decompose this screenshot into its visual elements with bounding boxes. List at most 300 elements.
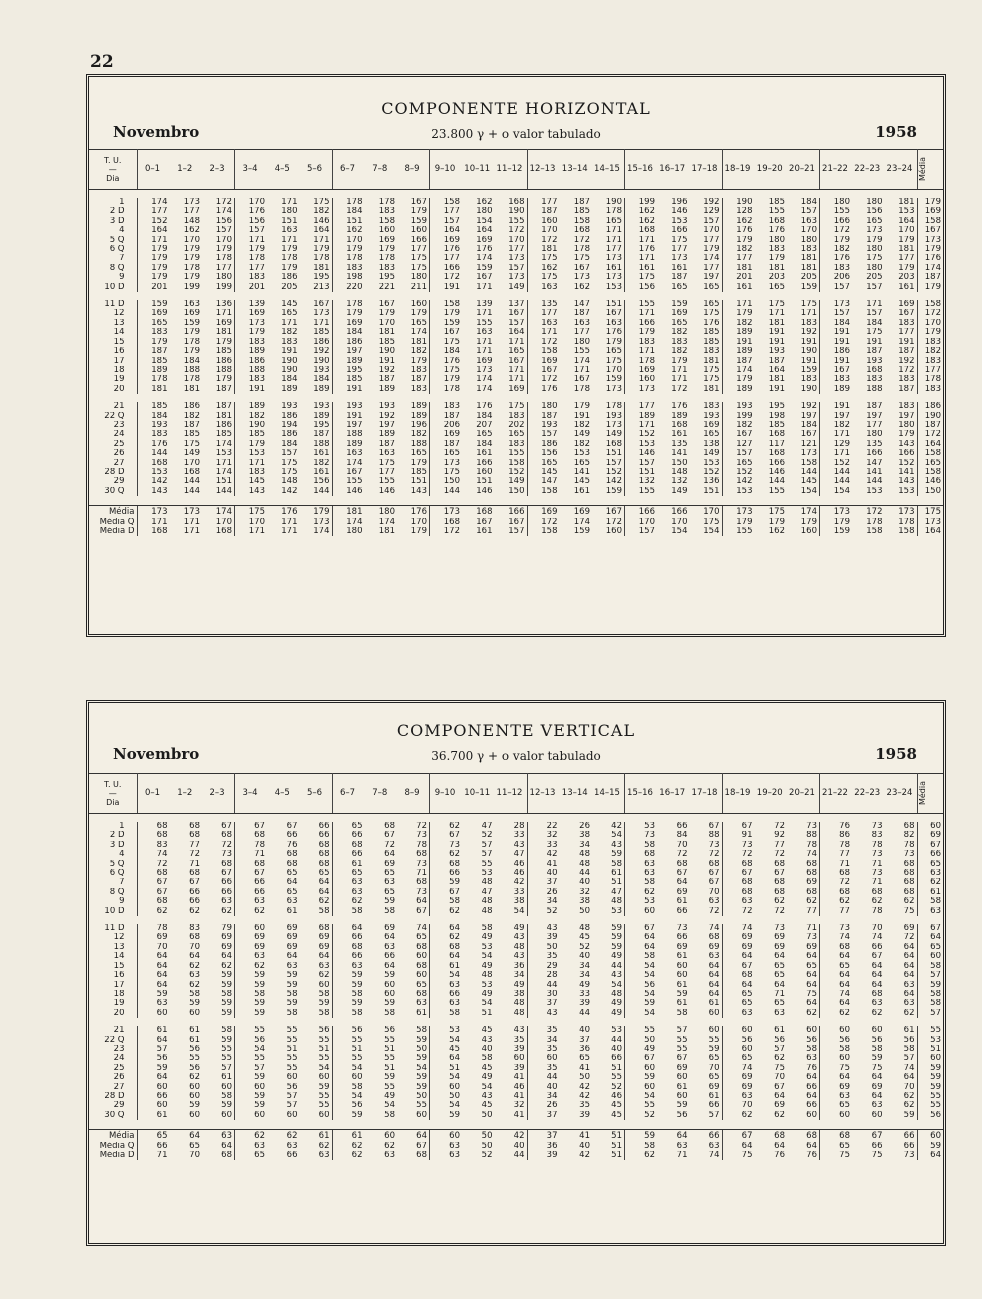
daily-mean-cell: 67 <box>917 924 943 933</box>
hourly-value-cell: 198 <box>346 273 363 283</box>
hourly-value-cell: 51 <box>592 878 625 887</box>
summary-value-cell: 76 <box>774 1151 785 1160</box>
summary-value-cell: 179 <box>768 517 785 527</box>
hourly-value-cell: 127 <box>736 439 753 449</box>
hourly-value-cell: 165 <box>592 347 625 356</box>
hourly-value-cell: 57 <box>690 1111 723 1120</box>
hourly-value-cell: 192 <box>787 402 820 411</box>
hourly-value-cell: 168 <box>573 226 590 236</box>
day-label: 6 Q <box>89 245 137 254</box>
hourly-value-cell: 77 <box>774 840 785 850</box>
day-label: 27 <box>89 459 137 468</box>
hourly-value-cell: 67 <box>202 869 235 878</box>
hourly-value-cell: 51 <box>384 1063 395 1073</box>
hourly-value-cell: 171 <box>671 375 688 385</box>
hourly-value-cell: 185 <box>151 356 168 366</box>
hourly-value-cell: 157 <box>248 226 265 236</box>
hourly-value-cell: 55 <box>286 1054 298 1064</box>
hourly-value-cell: 34 <box>546 1091 558 1101</box>
hourly-value-cell: 64 <box>774 1091 785 1101</box>
hourly-value-cell: 56 <box>839 1035 850 1045</box>
hourly-value-cell: 64 <box>885 1073 918 1082</box>
hourly-value-cell: 62 <box>839 1008 850 1018</box>
hourly-value-cell: 170 <box>885 226 918 235</box>
hourly-value-cell: 59 <box>644 1073 655 1083</box>
hourly-value-cell: 68 <box>397 878 430 887</box>
hourly-value-cell: 48 <box>481 897 493 907</box>
hourly-value-cell: 160 <box>476 467 493 477</box>
hourly-value-cell: 64 <box>885 962 918 971</box>
hourly-value-cell: 163 <box>787 217 820 226</box>
hourly-value-cell: 78 <box>787 841 820 850</box>
hourly-value-cell: 179 <box>885 236 918 245</box>
hourly-value-cell: 60 <box>254 1082 265 1092</box>
hourly-value-cell: 72 <box>774 850 785 860</box>
summary-value-cell: 66 <box>690 1130 723 1142</box>
hourly-value-cell: 54 <box>644 971 655 981</box>
hourly-value-cell: 183 <box>638 337 655 347</box>
hourly-value-cell: 68 <box>839 869 850 879</box>
hourly-value-cell: 191 <box>833 402 850 412</box>
hourly-value-cell: 59 <box>449 1110 460 1120</box>
hourly-value-cell: 175 <box>768 300 785 310</box>
hourly-value-cell: 58 <box>351 1082 363 1092</box>
hour-column-header: 17–18 <box>690 774 723 814</box>
hourly-value-cell: 62 <box>449 822 460 831</box>
hourly-value-cell: 69 <box>286 942 298 952</box>
hourly-value-cell: 68 <box>300 924 333 933</box>
hourly-value-cell: 158 <box>378 216 395 226</box>
hourly-value-cell: 73 <box>741 840 753 850</box>
hourly-value-cell: 160 <box>541 216 558 226</box>
hourly-value-cell: 179 <box>638 328 655 338</box>
hourly-value-cell: 159 <box>476 263 493 273</box>
hourly-value-cell: 48 <box>592 990 625 999</box>
hourly-value-cell: 65 <box>690 1073 723 1082</box>
hourly-value-cell: 193 <box>300 402 333 411</box>
hourly-value-cell: 206 <box>833 273 850 283</box>
hourly-value-cell: 180 <box>866 263 883 273</box>
hourly-value-cell: 64 <box>156 1035 168 1045</box>
summary-value-cell: 180 <box>346 527 363 536</box>
hourly-value-cell: 64 <box>741 980 753 990</box>
hourly-value-cell: 65 <box>286 887 298 897</box>
summary-value-cell: 64 <box>676 1131 688 1142</box>
hourly-value-cell: 65 <box>741 1054 753 1064</box>
hourly-value-cell: 195 <box>300 273 333 282</box>
hourly-value-cell: 189 <box>397 412 430 421</box>
table-row <box>89 850 943 859</box>
summary-value-cell: 170 <box>248 517 265 527</box>
summary-value-cell: 66 <box>871 1141 883 1151</box>
hourly-value-cell: 174 <box>202 207 235 216</box>
hourly-value-cell: 64 <box>871 971 883 981</box>
day-header-line: — <box>108 789 117 798</box>
hourly-value-cell: 67 <box>741 822 753 831</box>
hourly-value-cell: 169 <box>690 421 723 430</box>
summary-value-cell: 173 <box>151 507 168 518</box>
hourly-value-cell: 191 <box>833 356 850 366</box>
hourly-value-cell: 69 <box>741 1073 753 1083</box>
hourly-value-cell: 68 <box>202 860 235 869</box>
hourly-value-cell: 180 <box>866 430 883 440</box>
media-column-header: Média <box>917 781 927 806</box>
hourly-value-cell: 63 <box>690 952 723 961</box>
hourly-value-cell: 146 <box>346 486 363 496</box>
hourly-value-cell: 54 <box>592 981 625 990</box>
hourly-value-cell: 58 <box>189 989 200 999</box>
table-row <box>89 198 943 207</box>
summary-value-cell: 173 <box>885 506 918 518</box>
hourly-value-cell: 165 <box>476 430 493 440</box>
hourly-value-cell: 57 <box>202 1064 235 1073</box>
hourly-value-cell: 157 <box>833 282 850 292</box>
hourly-value-cell: 83 <box>871 831 883 841</box>
hourly-value-cell: 166 <box>866 449 883 459</box>
hourly-value-cell: 49 <box>592 999 625 1008</box>
hourly-value-cell: 196 <box>397 421 430 430</box>
hourly-value-cell: 66 <box>449 989 460 999</box>
hourly-value-cell: 67 <box>676 1054 688 1064</box>
hourly-value-cell: 220 <box>346 282 363 292</box>
hourly-value-cell: 68 <box>741 887 753 897</box>
hourly-value-cell: 141 <box>573 467 590 477</box>
hourly-value-cell: 43 <box>546 924 558 934</box>
hourly-value-cell: 64 <box>644 933 655 943</box>
hourly-value-cell: 199 <box>638 198 655 207</box>
hourly-value-cell: 165 <box>495 430 528 439</box>
summary-value-cell: 63 <box>690 1142 723 1151</box>
summary-value-cell: 63 <box>384 1151 395 1160</box>
horizontal-year: 1958 <box>875 123 917 141</box>
hourly-value-cell: 182 <box>300 459 333 468</box>
hourly-value-cell: 187 <box>885 347 918 356</box>
hourly-value-cell: 55 <box>351 1035 363 1045</box>
hourly-value-cell: 183 <box>151 328 168 338</box>
hourly-value-cell: 61 <box>690 999 723 1008</box>
hourly-value-cell: 66 <box>690 1101 723 1110</box>
day-header-line: T. U. <box>104 780 122 789</box>
hourly-value-cell: 60 <box>676 1073 688 1083</box>
table-row <box>89 1064 943 1073</box>
hourly-value-cell: 198 <box>768 411 785 421</box>
hourly-value-cell: 169 <box>202 319 235 328</box>
hourly-value-cell: 57 <box>286 1091 298 1101</box>
hourly-value-cell: 175 <box>638 273 655 283</box>
hourly-value-cell: 169 <box>476 356 493 366</box>
hourly-value-cell: 66 <box>676 933 688 943</box>
daily-mean-cell: 179 <box>917 245 943 254</box>
hourly-value-cell: 197 <box>346 347 363 357</box>
hourly-value-cell: 173 <box>592 273 625 282</box>
hourly-value-cell: 161 <box>671 263 688 273</box>
hourly-value-cell: 73 <box>774 924 785 934</box>
hourly-value-cell: 171 <box>151 235 168 245</box>
daily-mean-cell: 170 <box>917 319 943 328</box>
hourly-value-cell: 56 <box>189 1063 200 1073</box>
hourly-value-cell: 42 <box>579 1091 590 1101</box>
hourly-value-cell: 163 <box>476 328 493 338</box>
hourly-value-cell: 65 <box>741 989 753 999</box>
hourly-value-cell: 149 <box>183 449 200 459</box>
day-label: 1 <box>89 198 137 207</box>
hourly-value-cell: 171 <box>638 347 655 357</box>
hourly-value-cell: 169 <box>885 300 918 309</box>
hourly-value-cell: 177 <box>378 467 395 477</box>
summary-value-cell: 166 <box>671 507 688 518</box>
hourly-value-cell: 179 <box>378 309 395 319</box>
hourly-value-cell: 51 <box>286 1044 298 1054</box>
hourly-value-cell: 178 <box>346 198 363 207</box>
hourly-value-cell: 177 <box>541 309 558 319</box>
hourly-value-cell: 49 <box>481 1073 493 1083</box>
hourly-value-cell: 171 <box>541 328 558 338</box>
hourly-value-cell: 155 <box>573 347 590 357</box>
hourly-value-cell: 178 <box>183 375 200 385</box>
hourly-value-cell: 181 <box>690 385 723 394</box>
hourly-value-cell: 179 <box>202 245 235 254</box>
hourly-value-cell: 60 <box>871 1110 883 1120</box>
hour-column-header: 15–16 <box>625 150 658 190</box>
hourly-value-cell: 75 <box>885 907 918 916</box>
hourly-value-cell: 54 <box>300 1064 333 1073</box>
hourly-value-cell: 58 <box>384 1110 395 1120</box>
hourly-value-cell: 53 <box>644 897 655 907</box>
hourly-value-cell: 60 <box>189 1082 200 1092</box>
hourly-value-cell: 60 <box>449 1082 460 1092</box>
day-label: 27 <box>89 1083 137 1092</box>
hourly-value-cell: 62 <box>189 961 200 971</box>
hourly-value-cell: 59 <box>254 999 265 1009</box>
hourly-value-cell: 65 <box>741 999 753 1009</box>
hourly-value-cell: 158 <box>573 216 590 226</box>
day-label: 8 Q <box>89 888 137 897</box>
hourly-value-cell: 58 <box>351 906 363 916</box>
hourly-value-cell: 154 <box>476 216 493 226</box>
hourly-value-cell: 174 <box>690 254 723 263</box>
day-label: 8 Q <box>89 264 137 273</box>
hourly-value-cell: 178 <box>638 356 655 366</box>
summary-mean-cell: 164 <box>917 527 943 536</box>
hourly-value-cell: 191 <box>281 347 298 357</box>
hourly-value-cell: 68 <box>254 859 265 869</box>
hourly-value-cell: 186 <box>281 430 298 440</box>
hourly-value-cell: 158 <box>541 486 558 496</box>
hourly-value-cell: 53 <box>644 822 655 831</box>
summary-value-cell: 65 <box>254 1151 265 1160</box>
hourly-value-cell: 146 <box>671 207 688 217</box>
hourly-value-cell: 167 <box>573 263 590 273</box>
hourly-value-cell: 181 <box>202 328 235 337</box>
hourly-value-cell: 203 <box>768 273 785 283</box>
day-label: 11 D <box>89 924 137 933</box>
hourly-value-cell: 188 <box>202 366 235 375</box>
hourly-value-cell: 74 <box>690 924 723 933</box>
hourly-value-cell: 171 <box>833 430 850 440</box>
hourly-value-cell: 187 <box>768 356 785 366</box>
hourly-value-cell: 183 <box>443 402 460 412</box>
hourly-value-cell: 170 <box>183 235 200 245</box>
hourly-value-cell: 43 <box>495 952 528 961</box>
hourly-value-cell: 183 <box>378 263 395 273</box>
hourly-value-cell: 62 <box>885 1092 918 1101</box>
hourly-value-cell: 61 <box>676 980 688 990</box>
hourly-value-cell: 67 <box>690 822 723 831</box>
hourly-value-cell: 78 <box>871 840 883 850</box>
hourly-value-cell: 44 <box>579 869 590 879</box>
hourly-value-cell: 183 <box>397 385 430 394</box>
hourly-value-cell: 68 <box>787 869 820 878</box>
hourly-value-cell: 178 <box>346 254 363 264</box>
summary-value-cell: 171 <box>151 517 168 527</box>
hourly-value-cell: 179 <box>397 207 430 216</box>
hourly-value-cell: 168 <box>768 449 785 459</box>
hourly-value-cell: 62 <box>189 1073 200 1083</box>
media-column-header: Média <box>917 157 927 182</box>
hourly-value-cell: 52 <box>546 906 558 916</box>
hourly-value-cell: 40 <box>592 1045 625 1054</box>
hourly-value-cell: 55 <box>286 1063 298 1073</box>
hourly-value-cell: 60 <box>189 1091 200 1101</box>
hourly-value-cell: 151 <box>592 300 625 309</box>
hour-column-header: 6–7 <box>332 150 365 190</box>
hourly-value-cell: 59 <box>202 999 235 1008</box>
hourly-value-cell: 187 <box>443 411 460 421</box>
hourly-value-cell: 58 <box>300 1009 333 1018</box>
hourly-value-cell: 64 <box>839 980 850 990</box>
hourly-value-cell: 171 <box>300 236 333 245</box>
hourly-value-cell: 167 <box>378 300 395 310</box>
hourly-value-cell: 68 <box>839 942 850 952</box>
hourly-value-cell: 171 <box>638 254 655 264</box>
hourly-value-cell: 68 <box>774 859 785 869</box>
hourly-value-cell: 74 <box>156 850 168 860</box>
hourly-value-cell: 197 <box>690 273 723 282</box>
table-row <box>89 468 943 477</box>
hourly-value-cell: 187 <box>866 347 883 357</box>
hourly-value-cell: 51 <box>449 1063 460 1073</box>
hour-column-header: 18–19 <box>722 774 755 814</box>
hourly-value-cell: 167 <box>541 365 558 375</box>
hourly-value-cell: 185 <box>768 420 785 430</box>
hourly-value-cell: 60 <box>787 1026 820 1035</box>
hourly-value-cell: 64 <box>384 850 395 860</box>
hourly-value-cell: 47 <box>481 822 493 831</box>
summary-value-cell: 174 <box>573 517 590 527</box>
hourly-value-cell: 59 <box>351 971 363 981</box>
hourly-value-cell: 65 <box>774 961 785 971</box>
summary-value-cell: 68 <box>787 1130 820 1142</box>
hourly-value-cell: 185 <box>151 402 168 412</box>
summary-value-cell: 66 <box>156 1141 168 1151</box>
hourly-value-cell: 172 <box>541 235 558 245</box>
hourly-value-cell: 152 <box>690 468 723 477</box>
hourly-value-cell: 78 <box>397 841 430 850</box>
hourly-value-cell: 191 <box>866 337 883 347</box>
daily-mean-cell: 176 <box>917 254 943 263</box>
table-row <box>89 264 943 273</box>
hourly-value-cell: 59 <box>286 971 298 981</box>
hourly-value-cell: 188 <box>300 440 333 449</box>
summary-value-cell: 63 <box>449 1151 460 1160</box>
hourly-value-cell: 54 <box>592 831 625 840</box>
hourly-value-cell: 174 <box>476 375 493 385</box>
hourly-value-cell: 63 <box>254 897 265 907</box>
hourly-value-cell: 59 <box>156 1063 168 1073</box>
horizontal-base-value: 23.800 γ + o valor tabulado <box>431 127 601 141</box>
table-row <box>89 319 943 328</box>
hourly-value-cell: 65 <box>787 962 820 971</box>
hourly-value-cell: 173 <box>866 226 883 236</box>
hourly-value-cell: 161 <box>592 264 625 273</box>
hourly-value-cell: 182 <box>736 318 753 328</box>
hourly-value-cell: 71 <box>787 924 820 933</box>
hourly-value-cell: 54 <box>384 1101 395 1111</box>
hourly-value-cell: 68 <box>397 943 430 952</box>
hourly-value-cell: 181 <box>300 264 333 273</box>
hourly-value-cell: 48 <box>481 878 493 888</box>
hourly-value-cell: 145 <box>248 477 265 487</box>
daily-mean-cell: 60 <box>917 952 943 961</box>
table-row <box>89 860 943 869</box>
hourly-value-cell: 64 <box>449 952 460 962</box>
hourly-value-cell: 52 <box>644 1110 655 1120</box>
hourly-value-cell: 68 <box>156 831 168 841</box>
hourly-value-cell: 78 <box>254 840 265 850</box>
day-label: 16 <box>89 347 137 356</box>
hourly-value-cell: 54 <box>449 971 460 981</box>
hourly-value-cell: 165 <box>866 216 883 226</box>
hourly-value-cell: 193 <box>592 412 625 421</box>
hourly-value-cell: 189 <box>638 411 655 421</box>
table-row <box>89 477 943 486</box>
hourly-value-cell: 59 <box>676 1101 688 1111</box>
hourly-value-cell: 179 <box>346 245 363 255</box>
hourly-value-cell: 54 <box>397 1064 430 1073</box>
hourly-value-cell: 58 <box>481 1054 493 1064</box>
daily-mean-cell: 146 <box>917 477 943 486</box>
hourly-value-cell: 183 <box>787 319 820 328</box>
hourly-value-cell: 167 <box>300 300 333 309</box>
daily-mean-cell: 164 <box>917 440 943 449</box>
hourly-value-cell: 148 <box>183 216 200 226</box>
hourly-value-cell: 179 <box>248 328 265 338</box>
hourly-value-cell: 205 <box>281 282 298 292</box>
hourly-value-cell: 64 <box>839 999 850 1009</box>
hourly-value-cell: 176 <box>151 439 168 449</box>
hourly-value-cell: 59 <box>189 999 200 1009</box>
summary-value-cell: 179 <box>300 506 333 518</box>
hourly-value-cell: 171 <box>592 236 625 245</box>
hourly-value-cell: 190 <box>787 347 820 356</box>
hourly-value-cell: 172 <box>885 366 918 375</box>
hourly-value-cell: 180 <box>281 207 298 217</box>
hourly-value-cell: 156 <box>248 216 265 226</box>
hourly-value-cell: 84 <box>676 831 688 841</box>
summary-value-cell: 63 <box>676 1141 688 1151</box>
day-label: 26 <box>89 1073 137 1082</box>
hourly-value-cell: 162 <box>541 263 558 273</box>
hourly-value-cell: 181 <box>885 245 918 254</box>
hourly-value-cell: 59 <box>397 1054 430 1063</box>
hourly-value-cell: 178 <box>573 384 590 394</box>
daily-mean-cell: 182 <box>917 347 943 356</box>
hourly-value-cell: 153 <box>690 459 723 468</box>
hourly-value-cell: 64 <box>839 971 850 981</box>
hourly-value-cell: 58 <box>885 1045 918 1054</box>
hourly-value-cell: 60 <box>202 1083 235 1092</box>
hourly-value-cell: 67 <box>644 1054 655 1064</box>
